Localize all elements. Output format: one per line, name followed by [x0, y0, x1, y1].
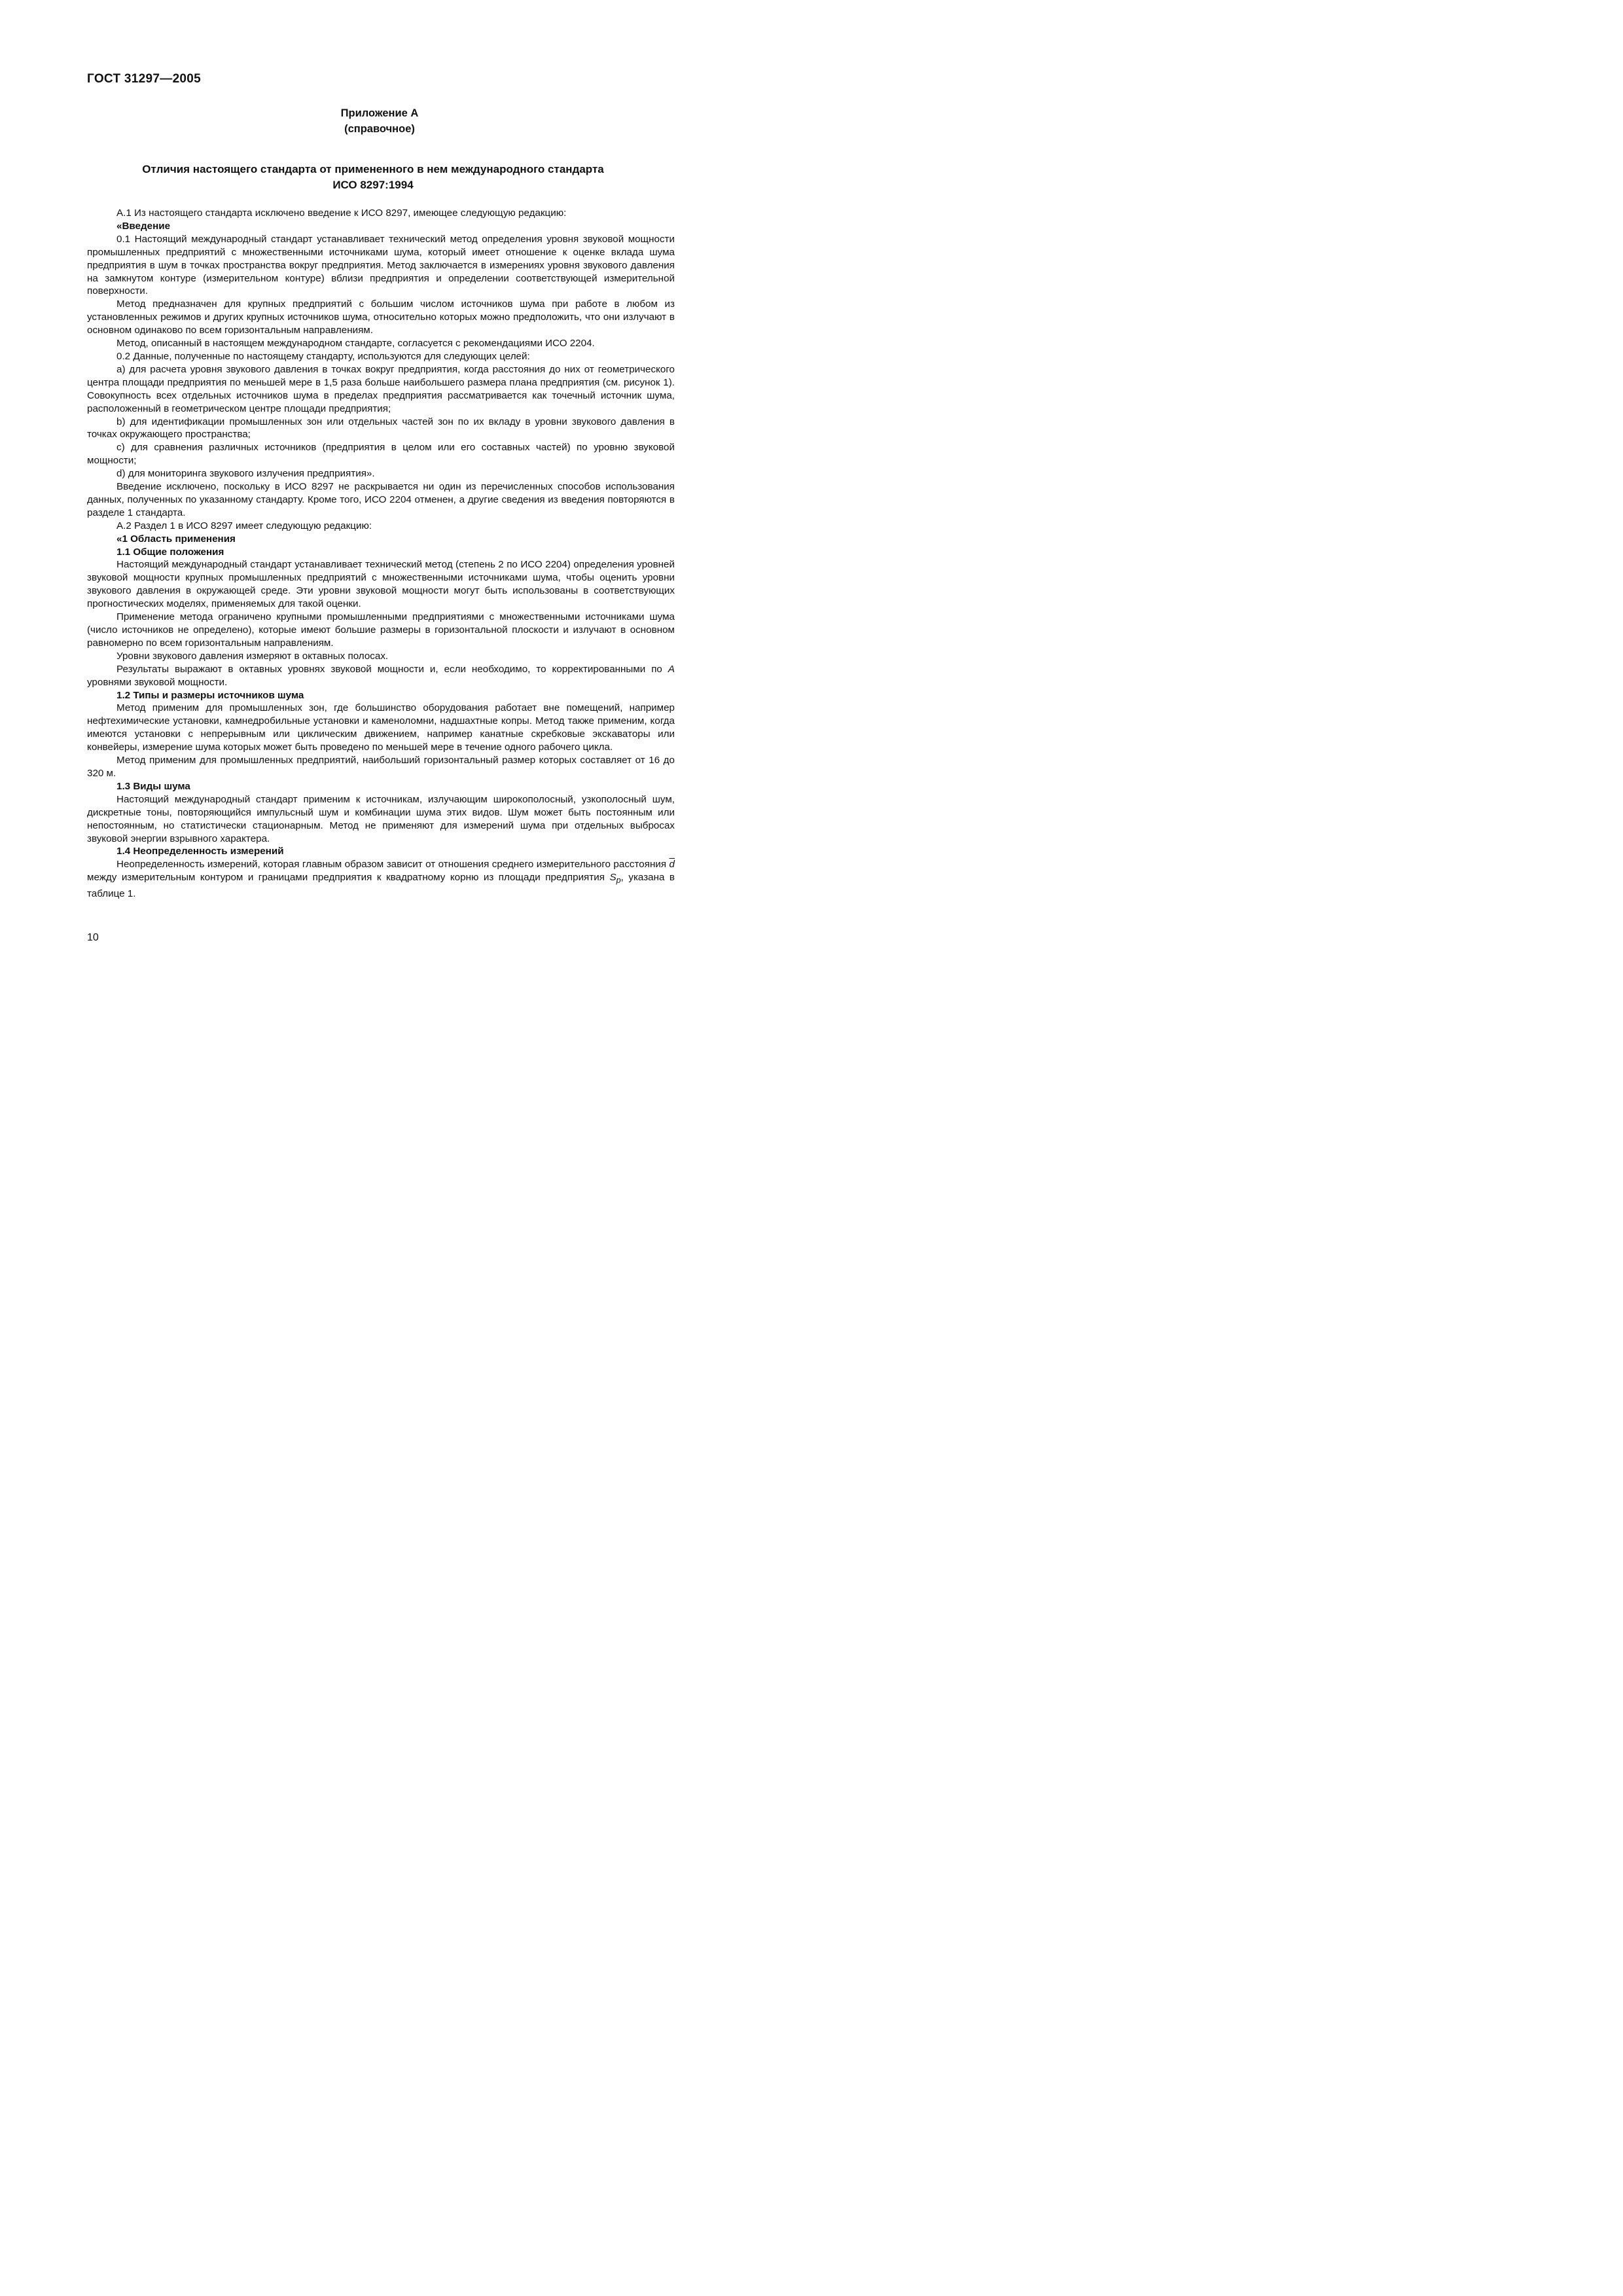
symbol-subscript-p: p [616, 876, 621, 886]
paragraph: Метод применим для промышленных предприятий, наибольший горизонтальный размер которых составляет от 16 до 320 м. [87, 755, 675, 779]
paragraph: Метод применим для промышленных зон, где большинство оборудования работает вне помещений, например нефтехимические установки, камнедробильные установки и каменоломни, надшахтные копры. Метод также применим, когда имеются установки с непрерывным или циклическим движением, например канатные скребковые экскаваторы или конвейеры, измерение шума которых может быть проведено по меньшей мере в течение одного рабочего цикла. [87, 702, 675, 753]
subsection-heading: 1.3 Виды шума [116, 780, 190, 792]
section-heading: «Введение [116, 220, 171, 232]
symbol-s: S [609, 872, 616, 884]
paragraph: Введение исключено, поскольку в ИСО 8297 не раскрывается ни один из перечисленных способов использования данных, полученных по указанному стандарту. Кроме того, ИСО 2204 отменен, а другие сведения из введения повторяются в разделе 1 стандарта. [87, 481, 675, 518]
list-item: d) для мониторинга звукового излучения предприятия». [116, 468, 375, 480]
appendix-type: (справочное) [344, 123, 415, 135]
paragraph: Метод предназначен для крупных предприятий с большим числом источников шума при работе в любом из установленных режимов и других крупных источников шума, относительно которых можно предположить, что они излучают в основном одинаково по всем горизонтальным направлениям. [87, 298, 675, 336]
paragraph: Настоящий международный стандарт применим к источникам, излучающим широкополосный, узкополосный шум, дискретные тоны, повторяющийся импульсный шум и комбинации шума этих видов. Шум может быть постоянным или непостоянным, но статистически стационарным. Метод не применяют для измерений шума при отдельных выбросах звуковой энергии взрывного характера. [87, 793, 675, 844]
document-page [0, 0, 720, 1018]
appendix-label: Приложение А [340, 107, 419, 119]
subsection-heading: 1.2 Типы и размеры источников шума [116, 689, 304, 701]
text-run: , указана в таблице 1. [87, 872, 675, 900]
paragraph: 0.1 Настоящий международный стандарт устанавливает технический метод определения уровня звуковой мощности промышленных предприятий с множественными источниками шума, который имеет отношение к оценке вклада шума предприятия в шум в точках пространства вокруг предприятия. Метод заключается в измерениях уровня звукового давления на замкнутом контуре (измерительном контуре) вблизи предприятия и определении соответствующей измерительной поверхности. [87, 233, 675, 297]
paragraph [87, 858, 675, 901]
paragraph: Настоящий международный стандарт устанавливает технический метод (степень 2 по ИСО 2204) определения уровней звуковой мощности крупных промышленных предприятий с множественными источниками шума, чтобы оценить уровни звукового давления в окружающей среде. Эти уровни звуковой мощности могут быть использованы в соответствующих прогностических моделях, применяемых для такой оценки. [87, 559, 675, 610]
text-run: между измерительным контуром и границами предприятия к квадратному корню из площади предприятия [87, 872, 605, 884]
text-run: уровнями звуковой мощности. [87, 676, 228, 688]
paragraph: Метод, описанный в настоящем международном стандарте, согласуется с рекомендациями ИСО 2204. [116, 338, 595, 350]
appendix-title [98, 162, 648, 193]
appendix-heading [0, 105, 720, 137]
page-number: 10 [87, 932, 99, 943]
paragraph: Уровни звукового давления измеряют в октавных полосах. [116, 650, 389, 662]
text-run: Результаты выражают в октавных уровнях звуковой мощности и, если необходимо, то корректированными по [116, 663, 662, 675]
list-item: b) для идентификации промышленных зон или отдельных частей зон по их вкладу в уровни звукового давления в точках окружающего пространства; [87, 416, 675, 440]
title-line-2: ИСО 8297:1994 [332, 179, 414, 191]
list-item: a) для расчета уровня звукового давления в точках вокруг предприятия, когда расстояния до них от геометрического центра площади предприятия по меньшей мере в 1,5 раза больше наибольшего размера плана предприятия (см. рисунок 1). Совокупность всех отдельных источников шума в пределах предприятия рассматривается как точечный источник шума, расположенный в геометрическом центре площади предприятия; [87, 363, 675, 414]
standard-header: ГОСТ 31297—2005 [87, 72, 202, 86]
title-line-1: Отличия настоящего стандарта от примененного в нем международного стандарта [142, 163, 604, 175]
paragraph [87, 663, 675, 689]
section-heading: «1 Область применения [116, 533, 236, 545]
paragraph: А.2 Раздел 1 в ИСО 8297 имеет следующую редакцию: [116, 520, 372, 531]
subsection-heading: 1.4 Неопределенность измерений [116, 846, 284, 857]
symbol-d-mean: $\overline{d}$ [669, 859, 675, 870]
body-text [87, 207, 675, 901]
list-item: c) для сравнения различных источников (предприятия в целом или его составных частей) по уровню звуковой мощности; [87, 442, 675, 467]
paragraph: 0.2 Данные, полученные по настоящему стандарту, используются для следующих целей: [116, 350, 530, 362]
paragraph: А.1 Из настоящего стандарта исключено введение к ИСО 8297, имеющее следующую редакцию: [116, 207, 567, 219]
paragraph: Применение метода ограничено крупными промышленными предприятиями с множественными источниками шума (число источников не определено), которые имеют большие размеры в горизонтальной плоскости и излучают в основном равномерно по всем горизонтальным направлениям. [87, 611, 675, 649]
subsection-heading: 1.1 Общие положения [116, 546, 224, 558]
text-run: Неопределенность измерений, которая главным образом зависит от отношения среднего измерительного расстояния [116, 859, 667, 870]
symbol-a: A [668, 663, 675, 675]
